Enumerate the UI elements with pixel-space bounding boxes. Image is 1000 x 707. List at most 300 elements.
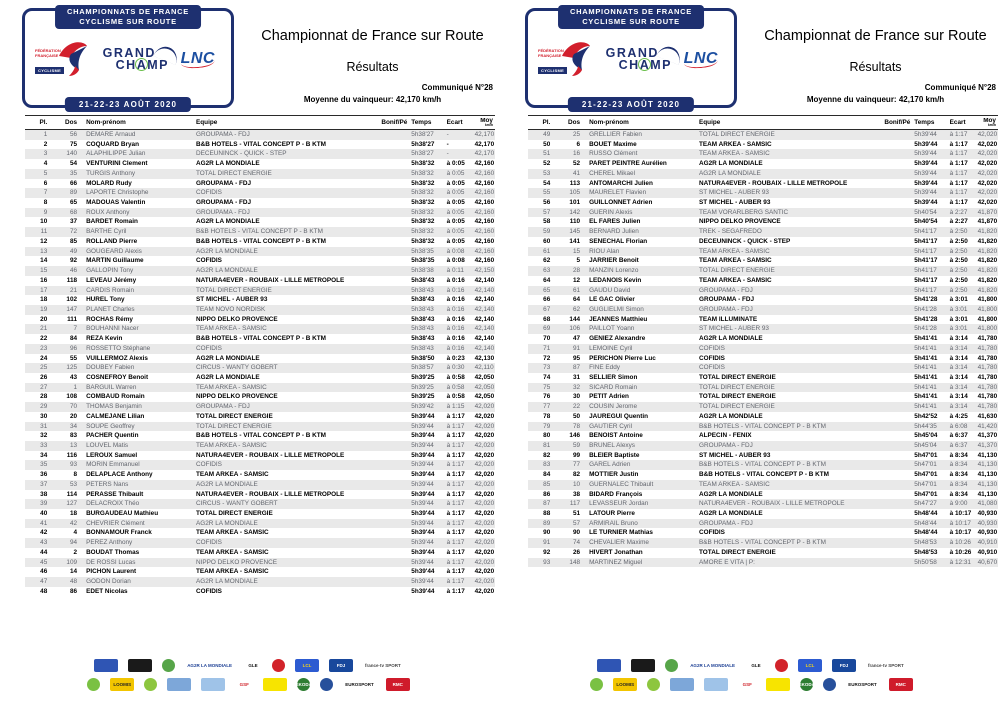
cell-ecart: à 2:50 [949, 237, 968, 245]
sponsor-logo [320, 678, 333, 691]
cell-nom: GAUTIER Cyril [589, 422, 633, 430]
cell-pl: 71 [543, 344, 551, 352]
table-row [528, 295, 998, 305]
cell-moy: 42,020 [474, 587, 495, 595]
cell-dos: 108 [66, 393, 78, 401]
cell-pl: 12 [40, 237, 48, 245]
sponsor-logo [823, 678, 836, 691]
cell-bonif [364, 227, 409, 237]
cell-equipe: COFIDIS [196, 189, 222, 197]
cell-temps: 5h39'44 [411, 432, 435, 440]
cell-dos: 93 [69, 461, 78, 469]
cell-nom: MARTIN Guillaume [86, 257, 144, 265]
cell-dos: 95 [572, 354, 581, 362]
table-row [25, 247, 495, 257]
cell-bonif [364, 334, 409, 344]
cell-dos: 78 [572, 422, 581, 430]
cell-temps: 5h38'32 [411, 218, 435, 226]
cell-ecart: à 8:34 [949, 490, 968, 498]
table-row [528, 208, 998, 218]
cell-dos: 41 [572, 169, 581, 177]
cell-moy: 41,870 [977, 208, 998, 216]
cell-bonif [364, 344, 409, 354]
cell-pl: 15 [40, 267, 48, 275]
cell-moy: 42,020 [474, 442, 495, 449]
cell-ecart: à 1:17 [446, 587, 465, 595]
cell-nom: ROLLAND Pierre [86, 237, 138, 245]
cell-nom: BOUET Maxime [589, 140, 637, 148]
cell-moy: 42,140 [474, 315, 495, 323]
table-row [25, 354, 495, 364]
cell-dos: 83 [69, 432, 78, 440]
cell-moy: 41,780 [977, 383, 998, 391]
cell-nom: HIVERT Jonathan [589, 548, 643, 556]
cell-pl: 79 [543, 422, 551, 430]
cell-moy: 42,160 [474, 199, 495, 207]
cell-equipe: TOTAL DIRECT ENERGIE [699, 131, 775, 138]
cell-temps: 5h39'25 [411, 373, 435, 381]
cell-dos: 30 [572, 393, 581, 401]
cell-bonif [364, 422, 409, 432]
cell-pl: 31 [40, 422, 48, 430]
sponsor-logo: LCL [295, 659, 319, 672]
cell-nom: MADOUAS Valentin [86, 199, 146, 207]
cell-equipe: GROUPAMA - FDJ [699, 519, 753, 527]
cell-temps: 5h41'28 [914, 296, 938, 304]
table-body [528, 130, 998, 567]
cell-temps: 5h38'35 [411, 247, 434, 255]
table-row [25, 490, 495, 500]
cell-ecart: à 3:14 [949, 364, 968, 372]
cell-equipe: AMORE E VITA | P: [699, 558, 755, 566]
cell-moy: 42,170 [474, 140, 495, 148]
cell-dos: 47 [572, 335, 581, 343]
cell-moy: 42,050 [474, 383, 495, 391]
cell-moy: 42,020 [977, 131, 998, 138]
cell-dos: 32 [572, 383, 581, 391]
cell-moy: 41,370 [977, 432, 998, 440]
cell-nom: ROUX Anthony [86, 208, 130, 216]
cell-temps: 5h38'43 [411, 286, 434, 294]
cell-temps: 5h38'27 [411, 131, 434, 138]
cell-nom: LAPORTE Christophe [86, 189, 149, 197]
cell-pl: 18 [40, 296, 48, 304]
cell-bonif [867, 354, 912, 364]
cell-temps: 5h40'54 [914, 218, 938, 226]
cell-nom: PACHER Quentin [86, 432, 139, 440]
cell-temps: 5h41'17 [914, 237, 938, 245]
cell-dos: 111 [67, 315, 78, 323]
cell-moy: 42,160 [474, 257, 495, 265]
cell-moy: 41,780 [977, 403, 998, 411]
cell-temps: 5h44'35 [914, 422, 937, 430]
page-subtitle: Résultats [849, 60, 902, 74]
sponsor-row [597, 659, 906, 672]
cell-nom: ROCHAS Rémy [86, 315, 133, 323]
cell-nom: GAREL Adrien [589, 461, 631, 469]
cell-moy: 42,020 [474, 432, 495, 440]
cell-equipe: NIPPO DELKO PROVENCE [196, 393, 278, 401]
title-block [234, 8, 497, 108]
cell-temps: 5h41'17 [914, 267, 937, 275]
cell-dos: 113 [569, 179, 581, 187]
cell-bonif [364, 509, 409, 519]
cell-equipe: TEAM ARKEA - SAMSIC [196, 442, 267, 449]
cell-nom: VUILLERMOZ Alexis [86, 354, 148, 362]
cell-bonif [364, 305, 409, 315]
cell-equipe: GROUPAMA - FDJ [699, 305, 753, 313]
cell-ecart: à 1:17 [446, 548, 465, 556]
cell-dos: 37 [69, 218, 78, 226]
table-row [528, 451, 998, 461]
cell-moy: 41,780 [977, 344, 998, 352]
cell-dos: 56 [69, 131, 78, 138]
cell-nom: BARGUIL Warren [86, 383, 137, 391]
cell-equipe: TOTAL DIRECT ENERGIE [699, 373, 776, 381]
cell-equipe: GROUPAMA - FDJ [699, 442, 753, 449]
cell-dos: 1 [73, 383, 78, 391]
cell-moy: 40,910 [977, 548, 998, 556]
cell-temps: 5h39'44 [411, 568, 435, 576]
cell-dos: 52 [572, 160, 581, 168]
cell-nom: GODON Dorian [86, 578, 131, 586]
cell-nom: COSNEFROY Benoit [86, 373, 149, 381]
cell-bonif [364, 140, 409, 150]
cell-temps: 5h48'53 [914, 548, 938, 556]
cell-nom: PEREZ Anthony [86, 539, 133, 547]
table-row [25, 344, 495, 354]
cell-dos: 7 [73, 325, 78, 333]
cell-nom: BARDET Romain [86, 218, 138, 226]
table-row [25, 519, 495, 529]
cell-temps: 5h41'41 [914, 364, 937, 372]
cell-temps: 5h45'04 [914, 442, 937, 449]
table-row [25, 528, 495, 538]
cell-pl: 29 [40, 403, 48, 411]
cell-pl: 85 [543, 480, 551, 488]
cell-bonif [867, 159, 912, 169]
table-row [528, 528, 998, 538]
table-row [528, 499, 998, 509]
cell-nom: BONNAMOUR Franck [86, 529, 152, 537]
page-header [0, 0, 497, 108]
table-row [25, 140, 495, 150]
cell-ecart: à 10:17 [949, 529, 972, 537]
cell-bonif [867, 558, 912, 568]
cell-dos: 57 [572, 519, 581, 527]
table-row [25, 431, 495, 441]
col-temps: Temps [411, 119, 432, 126]
cell-ecart: à 0:05 [446, 208, 465, 216]
cell-ecart: à 1:17 [949, 140, 968, 148]
cell-temps: 5h41'41 [914, 403, 937, 411]
cell-dos: 99 [572, 451, 581, 459]
cell-moy: 41,870 [977, 218, 998, 226]
cell-ecart: à 3:14 [949, 403, 968, 411]
cell-temps: 5h41'17 [914, 228, 937, 236]
cell-pl: 53 [543, 169, 551, 177]
cell-ecart: à 1:17 [446, 519, 465, 527]
cell-nom: BERNARD Julien [589, 228, 639, 236]
cell-temps: 5h47'01 [914, 480, 937, 488]
cell-ecart: à 10:26 [949, 539, 971, 547]
cell-dos: 106 [569, 325, 581, 333]
cell-equipe: AG2R LA MONDIALE [196, 218, 260, 226]
cell-temps: 5h38'32 [411, 169, 434, 177]
table-row [528, 179, 998, 189]
table-row [25, 480, 495, 490]
cell-temps: 5h39'25 [411, 393, 435, 401]
cell-ecart: à 1:17 [446, 490, 465, 498]
table-row [528, 159, 998, 169]
cell-nom: PICHON Laurent [86, 568, 137, 576]
cell-temps: 5h38'32 [411, 208, 434, 216]
cell-pl: 14 [40, 257, 48, 265]
cell-nom: MARTINEZ Miguel [589, 558, 643, 566]
cell-ecart: à 10:17 [949, 519, 971, 527]
cell-nom: ARMIRAIL Bruno [589, 519, 638, 527]
cell-nom: BLEIER Baptiste [589, 451, 640, 459]
cell-nom: DE ROSSI Lucas [86, 558, 136, 566]
cell-bonif [364, 373, 409, 383]
cell-moy: 42,160 [474, 237, 495, 245]
cell-moy: 42,140 [474, 276, 495, 284]
sponsor-logo: RMC [386, 678, 410, 691]
cell-moy: 42,170 [474, 150, 495, 158]
cell-ecart: à 2:50 [949, 286, 968, 294]
cell-pl: 59 [543, 228, 551, 236]
cell-dos: 2 [73, 548, 78, 556]
cell-ecart: à 3:14 [949, 373, 968, 381]
cell-moy: 41,130 [977, 471, 998, 479]
col-moy: Moy km/h [983, 117, 996, 127]
cell-temps: 5h48'53 [914, 539, 937, 547]
table-row [528, 373, 998, 383]
cell-dos: 114 [66, 490, 78, 498]
cell-pl: 86 [543, 490, 551, 498]
cell-dos: 54 [69, 160, 78, 168]
results-page-1 [0, 0, 497, 707]
cell-ecart: à 0:05 [446, 189, 465, 197]
cell-equipe: GROUPAMA - FDJ [196, 208, 250, 216]
cell-ecart: à 2:50 [949, 257, 968, 265]
cell-nom: BRUNEL Alexys [589, 442, 635, 449]
cell-temps: 5h38'32 [411, 237, 435, 245]
cell-moy: 40,910 [977, 539, 998, 547]
table-row [528, 548, 998, 558]
cell-dos: 21 [69, 286, 78, 294]
cell-moy: 42,140 [474, 325, 495, 333]
table-row [528, 305, 998, 315]
cell-nom: LATOUR Pierre [589, 510, 635, 518]
table-row [25, 470, 495, 480]
table-row [25, 499, 495, 509]
page-title: Championnat de France sur Route [764, 28, 987, 44]
cell-moy: 41,800 [977, 315, 998, 323]
table-row [528, 334, 998, 344]
cell-temps: 5h38'43 [411, 335, 435, 343]
col-temps: Temps [914, 119, 935, 126]
cell-ecart: à 0:23 [446, 354, 465, 362]
cell-equipe: CIRCUS - WANTY GOBERT [196, 500, 278, 508]
table-row [528, 519, 998, 529]
cell-moy: 41,130 [977, 490, 998, 498]
cell-equipe: TEAM ARKEA - SAMSIC [699, 480, 770, 488]
sponsor-logo: RMC [889, 678, 913, 691]
cell-temps: 5h41'28 [914, 305, 937, 313]
cell-temps: 5h39'44 [411, 539, 434, 547]
cell-dos: 62 [572, 305, 581, 313]
table-row [25, 130, 495, 140]
cell-pl: 62 [543, 257, 551, 265]
cell-ecart: à 0:05 [446, 228, 465, 236]
cell-dos: 26 [572, 548, 581, 556]
cell-equipe: AG2R LA MONDIALE [699, 335, 763, 343]
cell-dos: 74 [572, 539, 581, 547]
table-row [25, 441, 495, 451]
cell-dos: 91 [572, 344, 581, 352]
cell-temps: 5h39'44 [914, 169, 937, 177]
cell-moy: 42,160 [474, 160, 495, 168]
cell-moy: 42,020 [474, 519, 495, 527]
cell-dos: 48 [69, 578, 78, 586]
cell-equipe: AG2R LA MONDIALE [196, 267, 258, 275]
cell-moy: 42,020 [474, 578, 495, 586]
sponsor-logo: EUROSPORT [848, 682, 877, 687]
title-block [737, 8, 1000, 108]
cell-dos: 110 [569, 218, 581, 226]
cell-moy: 42,170 [474, 131, 495, 138]
event-banner [558, 5, 704, 29]
cell-temps: 5h39'44 [411, 471, 435, 479]
banner-line1: CHAMPIONNATS DE FRANCE [570, 7, 692, 16]
cell-dos: 92 [69, 257, 78, 265]
cell-bonif [364, 558, 409, 568]
cell-nom: GRELLIER Fabien [589, 131, 642, 138]
cell-temps: 5h38'43 [411, 325, 434, 333]
cell-bonif [364, 179, 409, 189]
col-pl: Pl. [542, 119, 551, 126]
table-row [528, 344, 998, 354]
sponsor-strip [503, 659, 1000, 691]
cell-dos: 53 [69, 480, 78, 488]
table-row [25, 383, 495, 393]
cell-pl: 6 [43, 179, 48, 187]
cell-nom: LEVASSEUR Jordan [589, 500, 649, 508]
cell-pl: 56 [543, 199, 551, 207]
cell-moy: 40,930 [977, 529, 998, 537]
cell-bonif [364, 149, 409, 159]
cell-temps: 5h47'27 [914, 500, 937, 508]
cell-pl: 20 [40, 315, 48, 323]
cell-ecart: à 0:16 [446, 344, 465, 352]
cell-dos: 66 [69, 179, 78, 187]
cell-bonif [867, 392, 912, 402]
cell-pl: 43 [40, 539, 48, 547]
cell-moy: 42,050 [474, 373, 495, 381]
cell-temps: 5h39'44 [411, 578, 434, 586]
cell-temps: 5h39'44 [914, 199, 938, 207]
sponsor-logo [87, 678, 100, 691]
cell-bonif [364, 519, 409, 529]
event-date-banner: 21-22-23 AOÛT 2020 [65, 97, 191, 112]
cell-equipe: TREK - SEGAFREDO [699, 228, 762, 236]
cell-nom: BURGAUDEAU Mathieu [86, 510, 159, 518]
cell-nom: EL FARES Julien [589, 218, 641, 226]
cell-dos: 89 [69, 189, 78, 197]
cell-equipe: AG2R LA MONDIALE [196, 354, 260, 362]
cell-equipe: ST MICHEL - AUBER 93 [699, 189, 769, 197]
cell-pl: 25 [40, 364, 48, 372]
cell-dos: 142 [569, 208, 581, 216]
results-table [25, 115, 495, 597]
cell-bonif [867, 470, 912, 480]
cell-equipe: B&B HOTELS - VITAL CONCEPT P - B KTM [196, 140, 326, 148]
cell-bonif [364, 392, 409, 402]
cell-dos: 109 [66, 558, 78, 566]
cell-pl: 1 [43, 131, 48, 138]
cell-pl: 30 [40, 412, 48, 420]
cell-nom: CALMEJANE Lilian [86, 412, 145, 420]
cell-equipe: TEAM NOVO NORDISK [196, 305, 266, 313]
results-table [528, 115, 998, 567]
cell-temps: 5h39'44 [411, 587, 435, 595]
table-row [25, 324, 495, 334]
cell-pl: 84 [543, 471, 551, 479]
cell-dos: 140 [66, 150, 78, 158]
cell-equipe: TEAM ARKEA - SAMSIC [699, 257, 772, 265]
table-row [528, 558, 998, 568]
banner-line2: CYCLISME SUR ROUTE [582, 17, 680, 27]
table-row [528, 402, 998, 412]
cell-temps: 5h38'32 [411, 199, 435, 207]
col-bonif: Bonif/Pé [381, 119, 408, 126]
cell-ecart: à 1:17 [949, 169, 968, 177]
cell-pl: 61 [543, 247, 551, 255]
sponsor-logo: GSF [742, 682, 752, 687]
cell-bonif [867, 295, 912, 305]
sponsor-logo [201, 678, 225, 691]
cell-pl: 37 [40, 480, 48, 488]
cell-ecart: à 3:14 [949, 335, 968, 343]
cell-pl: 22 [40, 335, 48, 343]
cell-moy: 42,160 [474, 228, 495, 236]
cell-pl: 46 [40, 568, 48, 576]
cell-bonif [867, 499, 912, 509]
sponsor-logo: france·tv SPORT [365, 663, 401, 668]
cell-dos: 28 [572, 267, 581, 275]
cell-dos: 144 [569, 315, 581, 323]
sponsor-row [590, 678, 913, 691]
cell-equipe: AG2R LA MONDIALE [196, 480, 258, 488]
cell-temps: 5h41'17 [914, 276, 938, 284]
cell-ecart: à 1:17 [446, 578, 465, 586]
cell-pl: 21 [40, 325, 48, 333]
cell-temps: 5h47'01 [914, 461, 937, 469]
winner-average: Moyenne du vainqueur: 42,170 km/h [806, 95, 945, 104]
table-row [528, 363, 998, 373]
cell-equipe: ST MICHEL - AUBER 93 [196, 296, 268, 304]
cell-bonif [867, 344, 912, 354]
cell-pl: 81 [543, 442, 551, 449]
table-row [528, 470, 998, 480]
cell-pl: 23 [40, 344, 48, 352]
cell-dos: 77 [572, 461, 581, 469]
cell-equipe: GROUPAMA - FDJ [699, 296, 755, 304]
cell-bonif [364, 567, 409, 577]
cell-ecart: à 0:16 [446, 286, 465, 294]
lnc-logo: LNC [684, 50, 724, 68]
